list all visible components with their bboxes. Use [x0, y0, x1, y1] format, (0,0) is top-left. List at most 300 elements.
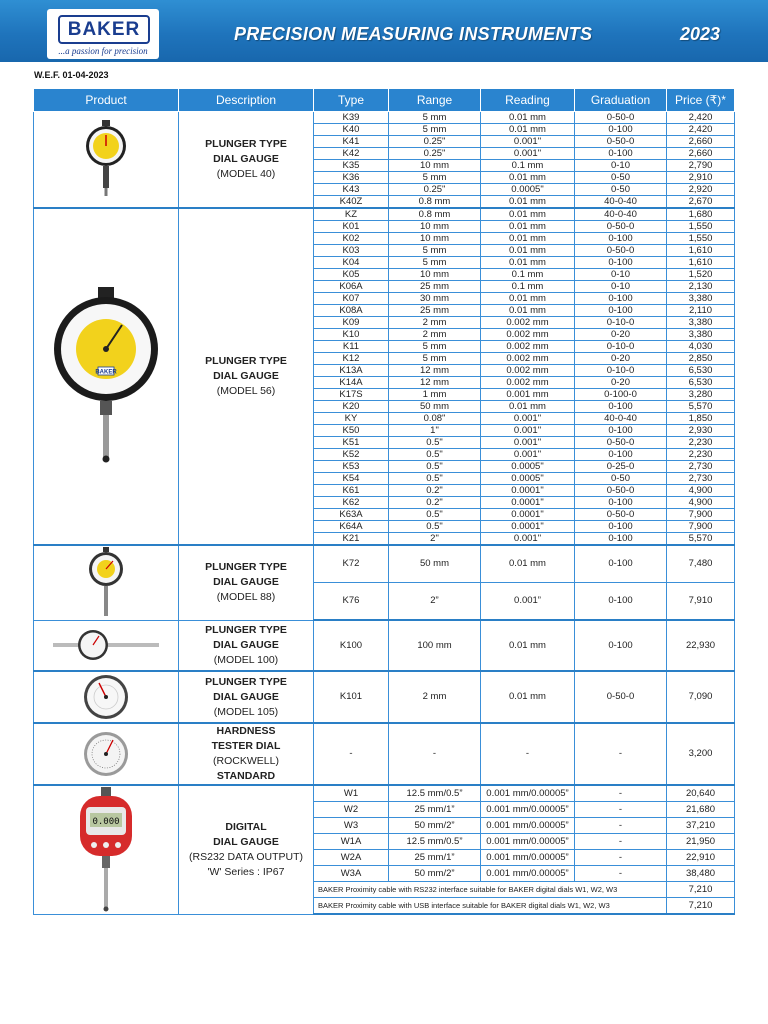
description-line: DIAL GAUGE — [213, 690, 279, 703]
cell-range: 12 mm — [389, 377, 481, 389]
cell-type: KY — [314, 413, 389, 425]
product-description — [179, 620, 314, 671]
cell-type: - — [314, 723, 389, 785]
cell-range: 0.08" — [389, 413, 481, 425]
description-line: PLUNGER TYPE — [205, 675, 287, 688]
cell-range: 5 mm — [389, 341, 481, 353]
cell-graduation: - — [575, 818, 667, 834]
cell-price: 2,130 — [667, 281, 735, 293]
cell-price: 2,670 — [667, 196, 735, 209]
description-line: (RS232 DATA OUTPUT) — [189, 850, 303, 863]
cell-reading: 0.1 mm — [481, 269, 575, 281]
cell-type: K17S — [314, 389, 389, 401]
cell-reading: 0.001" — [481, 449, 575, 461]
col-header-product: Product — [34, 89, 179, 112]
cell-type: K53 — [314, 461, 389, 473]
cell-range: 5 mm — [389, 245, 481, 257]
description-line: DIAL GAUGE — [213, 638, 279, 651]
description-line: DIAL GAUGE — [213, 370, 279, 382]
cell-type: K40 — [314, 124, 389, 136]
cell-range: 0.2" — [389, 497, 481, 509]
cell-graduation: 0-20 — [575, 329, 667, 341]
col-header-graduation: Graduation — [575, 89, 667, 112]
cell-price: 4,030 — [667, 341, 735, 353]
cell-type: K02 — [314, 233, 389, 245]
cell-type: W3 — [314, 818, 389, 834]
cell-range: 0.8 mm — [389, 208, 481, 221]
cell-type: W1 — [314, 785, 389, 802]
cell-price: 37,210 — [667, 818, 735, 834]
description-line: TESTER DIAL — [211, 740, 281, 752]
description-line: PLUNGER TYPE — [205, 561, 287, 574]
cell-type: K39 — [314, 112, 389, 124]
cell-graduation: 0-20 — [575, 353, 667, 365]
cell-graduation: 0-100 — [575, 148, 667, 160]
dial-gauge-model-88-icon — [86, 547, 126, 619]
cell-graduation: 40-0-40 — [575, 208, 667, 221]
table-row — [34, 208, 735, 221]
cell-price: 4,900 — [667, 485, 735, 497]
cell-type: K03 — [314, 245, 389, 257]
table-row — [34, 723, 735, 785]
cell-type: K07 — [314, 293, 389, 305]
cell-range: 0.5" — [389, 473, 481, 485]
cell-reading: 0.001 mm — [481, 389, 575, 401]
cell-range: 1 mm — [389, 389, 481, 401]
product-description — [179, 671, 314, 723]
description-line: DIGITAL — [225, 820, 267, 833]
cell-graduation: 0-10-0 — [575, 341, 667, 353]
cell-graduation: 0-100 — [575, 305, 667, 317]
dial-gauge-model-105-icon — [81, 672, 131, 722]
cell-graduation: 0-100 — [575, 293, 667, 305]
cell-graduation: 0-50-0 — [575, 671, 667, 723]
cell-type: K36 — [314, 172, 389, 184]
cell-range: 2 mm — [389, 317, 481, 329]
cell-price: 3,200 — [667, 723, 735, 785]
cell-price: 2,930 — [667, 425, 735, 437]
cell-graduation: 40-0-40 — [575, 196, 667, 209]
cell-graduation: 0-10 — [575, 281, 667, 293]
cell-price: 2,660 — [667, 148, 735, 160]
cell-type: K20 — [314, 401, 389, 413]
cell-reading: 0.001 mm/0.00005” — [481, 834, 575, 850]
cell-graduation: 40-0-40 — [575, 413, 667, 425]
cell-price: 7,900 — [667, 509, 735, 521]
cell-reading: 0.0001" — [481, 485, 575, 497]
cell-graduation: 0-10-0 — [575, 365, 667, 377]
cell-graduation: - — [575, 785, 667, 802]
cell-range: 2 mm — [389, 671, 481, 723]
description-line: (MODEL 88) — [216, 591, 276, 604]
cell-range: 5 mm — [389, 124, 481, 136]
cell-range: 0.5" — [389, 509, 481, 521]
cell-reading: 0.001" — [481, 148, 575, 160]
table-row — [34, 671, 735, 723]
cell-type: K11 — [314, 341, 389, 353]
cell-graduation: 0-50-0 — [575, 485, 667, 497]
product-image — [34, 208, 179, 545]
cell-graduation: 0-25-0 — [575, 461, 667, 473]
description-line: (MODEL 100) — [213, 653, 279, 666]
cell-graduation: 0-50-0 — [575, 136, 667, 148]
cell-range: 5 mm — [389, 112, 481, 124]
cell-price: 3,380 — [667, 329, 735, 341]
cell-range: 12.5 mm/0.5” — [389, 834, 481, 850]
cell-graduation: 0-100 — [575, 401, 667, 413]
effective-date: W.E.F. 01-04-2023 — [34, 70, 109, 80]
description-line: DIAL GAUGE — [213, 153, 279, 165]
description-line: HARDNESS — [216, 725, 276, 737]
cell-price: 2,730 — [667, 461, 735, 473]
cell-reading: 0.01 mm — [481, 112, 575, 124]
cell-graduation: 0-100 — [575, 533, 667, 546]
cell-reading: 0.002 mm — [481, 329, 575, 341]
cell-range: 100 mm — [389, 620, 481, 671]
col-header-description: Description — [179, 89, 314, 112]
description-line: (MODEL 105) — [213, 705, 279, 718]
cell-graduation: 0-100 — [575, 257, 667, 269]
cell-reading: 0.001" — [481, 533, 575, 546]
cell-type: W1A — [314, 834, 389, 850]
cell-reading: 0.01 mm — [481, 545, 575, 583]
cell-graduation: 0-100 — [575, 124, 667, 136]
dial-gauge-model-56-icon — [46, 287, 166, 467]
cell-reading: 0.002 mm — [481, 317, 575, 329]
cell-graduation: 0-50-0 — [575, 112, 667, 124]
description-line: PLUNGER TYPE — [205, 623, 287, 636]
cell-reading: 0.1 mm — [481, 281, 575, 293]
cell-reading: 0.01 mm — [481, 257, 575, 269]
cell-graduation: - — [575, 723, 667, 785]
cell-price: 7,480 — [667, 545, 735, 583]
header-banner — [0, 0, 768, 62]
cell-reading: 0.001” — [481, 583, 575, 621]
cell-reading: 0.01 mm — [481, 221, 575, 233]
cell-reading: 0.001 mm/0.00005” — [481, 785, 575, 802]
cell-reading: 0.0001" — [481, 521, 575, 533]
cell-price: 7,910 — [667, 583, 735, 621]
col-header-reading: Reading — [481, 89, 575, 112]
cell-type: K72 — [314, 545, 389, 583]
cell-reading: 0.001" — [481, 425, 575, 437]
product-description — [179, 723, 314, 785]
description-line: PLUNGER TYPE — [205, 355, 287, 367]
product-description — [179, 112, 314, 209]
description-line: DIAL GAUGE — [213, 835, 279, 848]
cell-reading: 0.1 mm — [481, 160, 575, 172]
cell-range: 25 mm — [389, 305, 481, 317]
cell-type: K10 — [314, 329, 389, 341]
cell-graduation: 0-100 — [575, 233, 667, 245]
cell-graduation: 0-20 — [575, 377, 667, 389]
cell-type: K42 — [314, 148, 389, 160]
cell-reading: 0.002 mm — [481, 341, 575, 353]
cell-range: 50 mm — [389, 401, 481, 413]
cell-graduation: 0-100 — [575, 449, 667, 461]
cell-reading: 0.001" — [481, 413, 575, 425]
logo-brand: BAKER — [58, 15, 150, 44]
cell-note: BAKER Proximity cable with RS232 interface suitable for BAKER digital dials W1, W2, W3 — [314, 882, 667, 898]
cell-price: 1,610 — [667, 245, 735, 257]
cell-type: K62 — [314, 497, 389, 509]
cell-graduation: 0-100 — [575, 583, 667, 621]
cell-range: 5 mm — [389, 353, 481, 365]
table-row — [34, 112, 735, 124]
digital-dial-gauge-icon — [76, 787, 136, 913]
cell-type: K06A — [314, 281, 389, 293]
cell-range: 10 mm — [389, 269, 481, 281]
cell-price: 5,570 — [667, 401, 735, 413]
cell-reading: 0.01 mm — [481, 172, 575, 184]
cell-range: 30 mm — [389, 293, 481, 305]
cell-price: 4,900 — [667, 497, 735, 509]
description-line: (MODEL 56) — [216, 385, 276, 397]
hardness-dial-icon — [81, 729, 131, 779]
product-image — [34, 545, 179, 620]
product-image — [34, 785, 179, 914]
table-row — [34, 545, 735, 583]
cell-price: 6,530 — [667, 365, 735, 377]
cell-range: 25 mm/1” — [389, 802, 481, 818]
page-year: 2023 — [680, 24, 721, 44]
cell-reading: 0.001" — [481, 437, 575, 449]
cell-type: K13A — [314, 365, 389, 377]
cell-graduation: - — [575, 866, 667, 882]
cell-range: 12 mm — [389, 365, 481, 377]
cell-price: 1,610 — [667, 257, 735, 269]
table-header-row — [34, 89, 735, 112]
cell-range: 10 mm — [389, 221, 481, 233]
cell-reading: 0.0005" — [481, 473, 575, 485]
cell-range: 0.25" — [389, 148, 481, 160]
cell-range: 0.25" — [389, 136, 481, 148]
cell-reading: 0.01 mm — [481, 124, 575, 136]
cell-range: 2” — [389, 583, 481, 621]
cell-reading: 0.01 mm — [481, 305, 575, 317]
cell-type: KZ — [314, 208, 389, 221]
col-header-range: Range — [389, 89, 481, 112]
cell-price: 2,910 — [667, 172, 735, 184]
cell-range: 0.5" — [389, 449, 481, 461]
product-description — [179, 785, 314, 914]
description-line: (ROCKWELL) — [213, 755, 279, 767]
cell-reading: 0.01 mm — [481, 293, 575, 305]
cell-range: 0.5" — [389, 461, 481, 473]
product-image — [34, 671, 179, 723]
cell-range: 12.5 mm/0.5” — [389, 785, 481, 802]
cell-reading: 0.0005" — [481, 184, 575, 196]
cell-graduation: 0-100 — [575, 497, 667, 509]
cell-reading: 0.01 mm — [481, 401, 575, 413]
cell-graduation: - — [575, 834, 667, 850]
cell-graduation: 0-100 — [575, 521, 667, 533]
cell-price: 2,420 — [667, 112, 735, 124]
col-header-price: Price (₹)* — [667, 89, 735, 112]
price-table — [33, 88, 735, 915]
cell-price: 1,680 — [667, 208, 735, 221]
cell-price: 6,530 — [667, 377, 735, 389]
description-line: (MODEL 40) — [216, 168, 276, 180]
cell-graduation: 0-50-0 — [575, 437, 667, 449]
cell-type: K63A — [314, 509, 389, 521]
cell-price: 22,910 — [667, 850, 735, 866]
cell-range: 1" — [389, 425, 481, 437]
cell-range: 25 mm — [389, 281, 481, 293]
cell-price: 7,090 — [667, 671, 735, 723]
cell-graduation: 0-50 — [575, 172, 667, 184]
cell-price: 5,570 — [667, 533, 735, 546]
page-title: PRECISION MEASURING INSTRUMENTS — [234, 24, 593, 44]
cell-note: BAKER Proximity cable with USB interface suitable for BAKER digital dials W1, W2, W3 — [314, 898, 667, 915]
cell-type: K76 — [314, 583, 389, 621]
cell-type: K05 — [314, 269, 389, 281]
cell-price: 2,230 — [667, 437, 735, 449]
cell-reading: 0.001 mm/0.00005” — [481, 850, 575, 866]
cell-reading: 0.01 mm — [481, 208, 575, 221]
cell-price: 1,850 — [667, 413, 735, 425]
cell-price: 21,950 — [667, 834, 735, 850]
cell-price: 2,230 — [667, 449, 735, 461]
cell-type: K51 — [314, 437, 389, 449]
product-image — [34, 112, 179, 209]
description-line: 'W' Series : IP67 — [207, 865, 285, 878]
cell-price: 3,380 — [667, 317, 735, 329]
cell-reading: 0.01 mm — [481, 245, 575, 257]
cell-reading: 0.002 mm — [481, 377, 575, 389]
cell-type: W3A — [314, 866, 389, 882]
cell-reading: 0.001 mm/0.00005” — [481, 818, 575, 834]
cell-reading: 0.01 mm — [481, 233, 575, 245]
cell-range: 25 mm/1” — [389, 850, 481, 866]
cell-range: 10 mm — [389, 160, 481, 172]
product-image — [34, 620, 179, 671]
cell-price: 3,280 — [667, 389, 735, 401]
cell-reading: 0.001" — [481, 136, 575, 148]
cell-graduation: 0-50-0 — [575, 245, 667, 257]
baker-logo — [47, 9, 159, 59]
cell-range: 0.8 mm — [389, 196, 481, 209]
cell-reading: 0.0001" — [481, 509, 575, 521]
cell-reading: 0.001 mm/0.00005” — [481, 866, 575, 882]
cell-type: K54 — [314, 473, 389, 485]
cell-type: K50 — [314, 425, 389, 437]
cell-price: 1,550 — [667, 233, 735, 245]
cell-graduation: 0-50 — [575, 184, 667, 196]
cell-type: K04 — [314, 257, 389, 269]
cell-price: 21,680 — [667, 802, 735, 818]
cell-range: 2 mm — [389, 329, 481, 341]
cell-reading: 0.01 mm — [481, 671, 575, 723]
cell-graduation: 0-10 — [575, 269, 667, 281]
cell-price: 2,420 — [667, 124, 735, 136]
cell-range: 0.2" — [389, 485, 481, 497]
cell-type: K14A — [314, 377, 389, 389]
cell-price: 2,730 — [667, 473, 735, 485]
cell-graduation: 0-50 — [575, 473, 667, 485]
description-line: DIAL GAUGE — [213, 576, 279, 589]
cell-type: K12 — [314, 353, 389, 365]
cell-type: K09 — [314, 317, 389, 329]
cell-type: W2 — [314, 802, 389, 818]
cell-range: 0.25" — [389, 184, 481, 196]
dial-gauge-model-40-icon — [81, 120, 131, 200]
digital-display-readout: 0.000 — [92, 816, 120, 827]
cell-type: W2A — [314, 850, 389, 866]
cell-reading: 0.01 mm — [481, 196, 575, 209]
cell-price: 20,640 — [667, 785, 735, 802]
col-header-type: Type — [314, 89, 389, 112]
cell-price: 7,210 — [667, 882, 735, 898]
cell-range: 0.5" — [389, 521, 481, 533]
description-line: STANDARD — [216, 770, 276, 782]
cell-graduation: 0-100 — [575, 620, 667, 671]
cell-type: K40Z — [314, 196, 389, 209]
cell-type: K100 — [314, 620, 389, 671]
cell-type: K08A — [314, 305, 389, 317]
cell-price: 1,550 — [667, 221, 735, 233]
cell-type: K35 — [314, 160, 389, 172]
description-line: PLUNGER TYPE — [205, 138, 287, 150]
table-row — [34, 620, 735, 671]
cell-price: 1,520 — [667, 269, 735, 281]
cell-graduation: 0-100 — [575, 425, 667, 437]
cell-type: K101 — [314, 671, 389, 723]
cell-range: 0.5" — [389, 437, 481, 449]
dial-brand-label: BAKER — [95, 369, 117, 375]
cell-reading: 0.0005" — [481, 461, 575, 473]
product-image — [34, 723, 179, 785]
cell-price: 7,900 — [667, 521, 735, 533]
cell-type: K41 — [314, 136, 389, 148]
cell-graduation: 0-100-0 — [575, 389, 667, 401]
cell-type: K01 — [314, 221, 389, 233]
table-row — [34, 785, 735, 802]
cell-reading: 0.0001" — [481, 497, 575, 509]
cell-reading: 0.002 mm — [481, 353, 575, 365]
cell-graduation: 0-10-0 — [575, 317, 667, 329]
cell-range: 10 mm — [389, 233, 481, 245]
cell-graduation: 0-10 — [575, 160, 667, 172]
cell-reading: 0.002 mm — [481, 365, 575, 377]
cell-range: 5 mm — [389, 257, 481, 269]
cell-range: 50 mm/2” — [389, 818, 481, 834]
cell-price: 2,110 — [667, 305, 735, 317]
cell-type: K21 — [314, 533, 389, 546]
cell-price: 2,790 — [667, 160, 735, 172]
product-description — [179, 545, 314, 620]
cell-price: 22,930 — [667, 620, 735, 671]
cell-graduation: 0-100 — [575, 545, 667, 583]
cell-graduation: - — [575, 850, 667, 866]
cell-graduation: 0-50-0 — [575, 221, 667, 233]
cell-type: K43 — [314, 184, 389, 196]
cell-price: 38,480 — [667, 866, 735, 882]
cell-reading: - — [481, 723, 575, 785]
cell-price: 2,850 — [667, 353, 735, 365]
cell-range: 5 mm — [389, 172, 481, 184]
cell-range: 50 mm/2” — [389, 866, 481, 882]
cell-price: 2,660 — [667, 136, 735, 148]
dial-gauge-model-100-icon — [51, 627, 161, 663]
cell-range: - — [389, 723, 481, 785]
cell-reading: 0.001 mm/0.00005” — [481, 802, 575, 818]
cell-price: 3,380 — [667, 293, 735, 305]
cell-reading: 0.01 mm — [481, 620, 575, 671]
cell-type: K61 — [314, 485, 389, 497]
cell-range: 50 mm — [389, 545, 481, 583]
cell-range: 2" — [389, 533, 481, 546]
